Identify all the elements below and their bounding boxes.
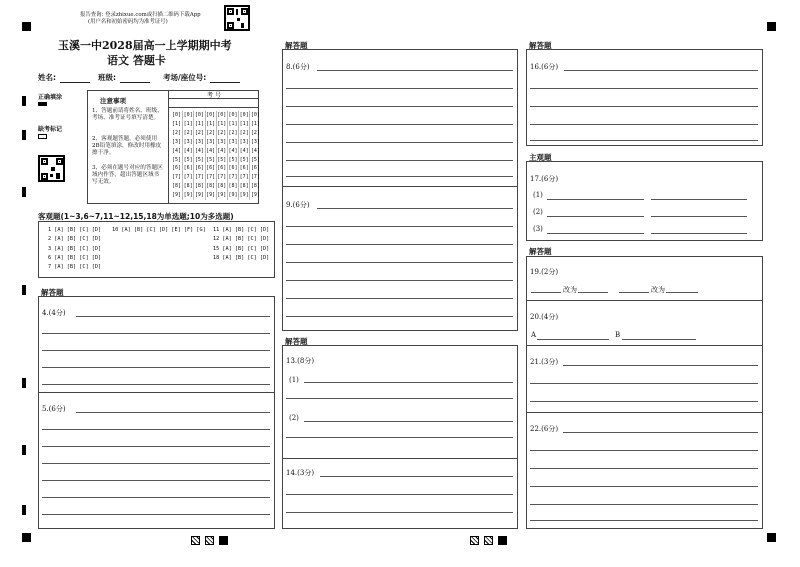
exam-id-bubble[interactable]: [9] xyxy=(239,192,249,199)
exam-id-bubble[interactable]: [6] xyxy=(239,165,249,172)
exam-id-bubble[interactable]: [5] xyxy=(217,156,227,163)
exam-id-bubble[interactable]: [4] xyxy=(194,147,204,154)
answer-line[interactable] xyxy=(286,106,513,107)
question-19-blank-3[interactable] xyxy=(619,292,649,293)
exam-id-digit-column[interactable] xyxy=(238,111,249,200)
answer-line[interactable] xyxy=(286,88,513,89)
answer-line[interactable] xyxy=(530,520,758,521)
bottom-mark xyxy=(219,536,228,545)
answer-panel-q17 xyxy=(526,161,763,241)
exam-id-bubble[interactable]: [0] xyxy=(239,112,249,118)
question-21-label: 21.(3分) xyxy=(530,358,559,366)
question-8-label: 8.(6分) xyxy=(286,63,310,71)
question-5-label: 5.(6分) xyxy=(42,405,66,413)
answer-section-title: 解答题 xyxy=(285,41,308,50)
answer-line[interactable] xyxy=(304,382,513,383)
exam-id-bubble[interactable]: [9] xyxy=(183,192,193,199)
answer-line[interactable] xyxy=(42,367,270,368)
exam-id-bubble[interactable]: [6] xyxy=(217,165,227,172)
exam-id-bubble[interactable]: [1] xyxy=(183,120,193,127)
answer-line[interactable] xyxy=(42,463,270,464)
answer-line[interactable] xyxy=(530,468,758,469)
answer-line[interactable] xyxy=(320,476,513,477)
exam-id-bubble[interactable]: [0] xyxy=(194,112,204,118)
question-20-a-blank[interactable] xyxy=(537,339,609,340)
exam-id-bubble[interactable]: [7] xyxy=(239,174,249,181)
answer-line[interactable] xyxy=(286,244,513,245)
exam-id-bubble[interactable]: [4] xyxy=(217,147,227,154)
exam-id-bubble[interactable]: [7] xyxy=(250,174,260,181)
divider xyxy=(526,412,763,413)
exam-id-bubble[interactable]: [9] xyxy=(228,192,238,199)
answer-line[interactable] xyxy=(651,216,747,217)
answer-line[interactable] xyxy=(286,160,513,161)
card-subtitle: 语文 答题卡 xyxy=(107,54,166,67)
answer-line[interactable] xyxy=(564,70,758,71)
exam-id-bubble[interactable]: [2] xyxy=(171,129,182,136)
exam-id-bubble[interactable]: [9] xyxy=(194,192,204,199)
student-qr-code xyxy=(38,155,65,182)
answer-line[interactable] xyxy=(563,365,758,366)
question-17-part1-label: (1) xyxy=(533,191,543,199)
answer-line[interactable] xyxy=(547,233,644,234)
divider xyxy=(282,458,518,459)
answer-line[interactable] xyxy=(530,450,758,451)
answer-line[interactable] xyxy=(530,383,758,384)
exam-id-bubble[interactable]: [2] xyxy=(250,129,260,136)
question-19-change-label-1: 改为 xyxy=(563,286,577,294)
exam-id-bubble[interactable]: [1] xyxy=(206,120,216,127)
timing-mark xyxy=(22,285,26,295)
answer-line[interactable] xyxy=(286,316,513,317)
notes-item-3: 3、必须在题号对应的答题区域内作答，超出答题区域书写无效。 xyxy=(92,165,163,186)
correct-fill-sample xyxy=(38,102,47,106)
question-22-label: 22.(6分) xyxy=(530,425,559,433)
exam-id-bubble[interactable]: [8] xyxy=(206,183,216,190)
answer-line[interactable] xyxy=(530,486,758,487)
exam-id-bubble[interactable]: [2] xyxy=(239,129,249,136)
answer-line[interactable] xyxy=(286,142,513,143)
corner-mark-bottom-left xyxy=(22,533,31,542)
exam-id-bubble[interactable]: [8] xyxy=(228,183,238,190)
timing-mark xyxy=(22,505,26,515)
class-label: 班级: xyxy=(98,73,116,82)
exam-id-bubble[interactable]: [1] xyxy=(250,120,260,127)
answer-line[interactable] xyxy=(530,140,758,141)
exam-id-digit-column[interactable] xyxy=(205,111,216,200)
corner-mark-top-left xyxy=(22,22,31,31)
notes-item-2: 2、客观题答题，必须使用2B铅笔填涂，修改时用橡皮擦干净。 xyxy=(92,136,162,157)
answer-line[interactable] xyxy=(286,124,513,125)
answer-line[interactable] xyxy=(286,262,513,263)
exam-id-bubble[interactable]: [0] xyxy=(183,112,193,118)
class-field[interactable] xyxy=(98,72,150,83)
exam-id-bubble[interactable]: [3] xyxy=(228,138,238,145)
answer-line[interactable] xyxy=(304,421,513,422)
answer-line[interactable] xyxy=(42,384,270,385)
exam-id-bubble[interactable]: [3] xyxy=(217,138,227,145)
exam-id-bubble[interactable]: [0] xyxy=(217,112,227,118)
answer-line[interactable] xyxy=(286,494,513,495)
exam-id-grid xyxy=(168,90,259,204)
exam-id-bubble[interactable]: [9] xyxy=(217,192,227,199)
exam-id-bubble[interactable]: [4] xyxy=(206,147,216,154)
exam-id-bubble[interactable]: [1] xyxy=(217,120,227,127)
name-label: 姓名: xyxy=(38,73,56,82)
exam-id-bubble[interactable]: [3] xyxy=(171,138,182,145)
notes-item-1: 1、答题前请将姓名、班级、考场、准考证号填写清楚。 xyxy=(92,108,163,122)
name-field[interactable] xyxy=(38,72,90,83)
exam-id-bubble[interactable]: [7] xyxy=(206,174,216,181)
answer-line[interactable] xyxy=(651,199,747,200)
exam-id-bubble[interactable]: [6] xyxy=(183,165,193,172)
exam-id-bubble[interactable]: [5] xyxy=(250,156,260,163)
mc-question-row[interactable]: 10 [A] [B] [C] [D] [E] [F] [G] xyxy=(112,227,206,233)
answer-line[interactable] xyxy=(286,512,513,513)
question-14-label: 14.(3分) xyxy=(286,469,315,477)
timing-mark xyxy=(22,130,26,140)
answer-line[interactable] xyxy=(547,216,644,217)
exam-id-bubble[interactable]: [8] xyxy=(217,183,227,190)
question-17-part3-label: (3) xyxy=(533,225,543,233)
exam-id-digit-column[interactable] xyxy=(182,111,193,200)
answer-line[interactable] xyxy=(530,106,758,107)
answer-line[interactable] xyxy=(563,432,758,433)
exam-id-bubble[interactable]: [2] xyxy=(194,129,204,136)
timing-mark xyxy=(22,96,26,106)
correct-fill-label: 正确填涂 xyxy=(38,94,63,101)
exam-id-bubble[interactable]: [7] xyxy=(171,174,182,181)
question-4-label: 4.(4分) xyxy=(42,309,66,317)
answer-line[interactable] xyxy=(286,176,513,177)
exam-id-bubble[interactable]: [4] xyxy=(239,147,249,154)
question-13-label: 13.(8分) xyxy=(286,357,315,365)
exam-id-bubble[interactable]: [7] xyxy=(217,174,227,181)
exam-id-bubble[interactable]: [6] xyxy=(206,165,216,172)
exam-id-bubble[interactable]: [5] xyxy=(239,156,249,163)
exam-id-bubble[interactable]: [0] xyxy=(171,112,182,118)
bottom-hatch-mark xyxy=(470,536,479,545)
question-13-part2-label: (2) xyxy=(289,414,299,422)
exam-id-bubble[interactable]: [1] xyxy=(194,120,204,127)
exam-id-bubble[interactable]: [4] xyxy=(183,147,193,154)
answer-line[interactable] xyxy=(286,437,513,438)
answer-line[interactable] xyxy=(42,497,270,498)
exam-id-bubble[interactable]: [5] xyxy=(228,156,238,163)
answer-line[interactable] xyxy=(42,514,270,515)
bottom-hatch-mark xyxy=(484,536,493,545)
divider xyxy=(282,186,518,187)
answer-line[interactable] xyxy=(530,88,758,89)
exam-id-bubble[interactable]: [4] xyxy=(171,147,182,154)
exam-id-bubble[interactable]: [3] xyxy=(183,138,193,145)
corner-mark-bottom-right xyxy=(767,533,776,542)
divider xyxy=(38,392,275,393)
exam-id-digit-column[interactable] xyxy=(249,111,260,200)
answer-line[interactable] xyxy=(286,226,513,227)
exam-id-bubble[interactable]: [1] xyxy=(171,120,182,127)
answer-line[interactable] xyxy=(547,199,644,200)
answer-line[interactable] xyxy=(530,504,758,505)
answer-line[interactable] xyxy=(286,280,513,281)
mc-question-row[interactable]: 12 [A] [B] [C] [D] xyxy=(213,236,270,243)
room-seat-label: 考场/座位号: xyxy=(163,73,207,82)
exam-id-digit-column[interactable] xyxy=(193,111,204,200)
answer-line[interactable] xyxy=(76,316,270,317)
exam-id-bubble[interactable]: [0] xyxy=(206,112,216,118)
mc-question-row[interactable]: 15 [A] [B] [C] [D] xyxy=(213,245,270,252)
exam-id-bubble[interactable]: [1] xyxy=(228,120,238,127)
exam-id-bubble[interactable]: [5] xyxy=(171,156,182,163)
absent-mark-label: 缺考标记 xyxy=(38,126,63,133)
exam-id-bubble[interactable]: [3] xyxy=(194,138,204,145)
question-19-label: 19.(2分) xyxy=(530,268,559,276)
exam-id-bubble[interactable]: [6] xyxy=(250,165,260,172)
question-13-part1-label: (1) xyxy=(289,376,299,384)
question-19-blank-1[interactable] xyxy=(531,292,561,293)
divider xyxy=(526,345,763,346)
answer-section-title: 解答题 xyxy=(285,337,308,346)
question-19-blank-4[interactable] xyxy=(666,292,698,293)
exam-id-bubble[interactable]: [0] xyxy=(228,112,238,118)
answer-section-title: 解答题 xyxy=(529,41,552,50)
mc-question-row[interactable]: 11 [A] [B] [C] [D] xyxy=(213,227,270,233)
exam-id-bubble[interactable]: [9] xyxy=(250,192,260,199)
mc-question-row[interactable]: 18 [A] [B] [C] [D] xyxy=(213,254,270,261)
corner-mark-top-right xyxy=(767,22,776,31)
exam-id-bubble[interactable]: [6] xyxy=(171,165,182,172)
answer-panel-q16 xyxy=(526,49,763,146)
exam-id-bubble[interactable]: [8] xyxy=(194,183,204,190)
mc-question-row[interactable]: 1 [A] [B] [C] [D] xyxy=(48,227,102,233)
answer-line[interactable] xyxy=(42,350,270,351)
answer-line[interactable] xyxy=(286,398,513,399)
exam-id-bubble[interactable]: [4] xyxy=(250,147,260,154)
exam-id-digit-column[interactable] xyxy=(216,111,227,200)
timing-mark xyxy=(22,445,26,455)
exam-id-bubble[interactable]: [2] xyxy=(183,129,193,136)
exam-id-bubble[interactable]: [9] xyxy=(171,192,182,199)
exam-id-digit-column[interactable] xyxy=(227,111,238,200)
exam-id-bubble[interactable]: [4] xyxy=(228,147,238,154)
mc-question-row[interactable]: 2 [A] [B] [C] [D] xyxy=(48,236,102,243)
exam-id-bubble[interactable]: [7] xyxy=(183,174,193,181)
app-qr-code xyxy=(224,5,250,31)
question-16-label: 16.(6分) xyxy=(530,63,559,71)
exam-id-bubble[interactable]: [6] xyxy=(194,165,204,172)
question-20-a-label: A xyxy=(531,331,537,339)
answer-line[interactable] xyxy=(530,401,758,402)
question-20-b-blank[interactable] xyxy=(622,339,696,340)
exam-id-bubble[interactable]: [5] xyxy=(194,156,204,163)
question-20-label: 20.(4分) xyxy=(530,313,559,321)
answer-section-title: 解答题 xyxy=(529,247,552,256)
answer-line[interactable] xyxy=(76,412,270,413)
exam-id-bubble[interactable]: [9] xyxy=(206,192,216,199)
question-17-label: 17.(6分) xyxy=(530,175,559,183)
mc-question-row[interactable]: 3 [A] [B] [C] [D] xyxy=(48,245,102,252)
answer-line[interactable] xyxy=(317,70,513,71)
exam-id-header: 考 号 xyxy=(169,90,259,99)
answer-line[interactable] xyxy=(286,298,513,299)
exam-id-bubble[interactable]: [7] xyxy=(194,174,204,181)
exam-id-bubble[interactable]: [7] xyxy=(228,174,238,181)
exam-id-bubble[interactable]: [3] xyxy=(239,138,249,145)
notes-title: 注意事项 xyxy=(100,97,126,105)
timing-mark xyxy=(22,378,26,388)
exam-id-bubble[interactable]: [8] xyxy=(239,183,249,190)
answer-panel-q19-q22 xyxy=(526,256,763,529)
answer-section-title: 解答题 xyxy=(41,288,64,297)
answer-line[interactable] xyxy=(651,233,747,234)
exam-id-bubble[interactable]: [6] xyxy=(228,165,238,172)
question-20-b-label: B xyxy=(615,331,621,339)
exam-id-bubble[interactable]: [2] xyxy=(217,129,227,136)
timing-mark xyxy=(22,187,26,197)
objective-section-title: 客观题(1~3,6~7,11~12,15,18为单选题;10为多选题) xyxy=(38,212,234,221)
exam-id-bubble[interactable]: [8] xyxy=(171,183,182,190)
exam-id-bubble[interactable]: [5] xyxy=(206,156,216,163)
answer-line[interactable] xyxy=(317,208,513,209)
answer-line[interactable] xyxy=(42,429,270,430)
answer-line[interactable] xyxy=(42,333,270,334)
mc-question-row[interactable]: 6 [A] [B] [C] [D] xyxy=(48,254,102,261)
absent-mark-box[interactable] xyxy=(38,134,47,139)
divider xyxy=(526,300,763,301)
exam-id-bubble[interactable]: [2] xyxy=(206,129,216,136)
question-19-blank-2[interactable] xyxy=(578,292,608,293)
report-notice-line1: 报告查询: 登录zhixue.com或扫描二维码下载App xyxy=(80,12,201,18)
bottom-hatch-mark xyxy=(205,536,214,545)
answer-line[interactable] xyxy=(530,124,758,125)
answer-line[interactable] xyxy=(42,480,270,481)
exam-id-bubble[interactable]: [1] xyxy=(239,120,249,127)
bottom-hatch-mark xyxy=(191,536,200,545)
exam-id-bubble[interactable]: [2] xyxy=(228,129,238,136)
question-17-part2-label: (2) xyxy=(533,208,543,216)
exam-id-bubble[interactable]: [8] xyxy=(250,183,260,190)
answer-panel-q8-q9 xyxy=(282,49,518,331)
mc-question-row[interactable]: 7 [A] [B] [C] [D] xyxy=(48,264,102,271)
exam-id-bubble[interactable]: [5] xyxy=(183,156,193,163)
exam-id-bubble[interactable]: [3] xyxy=(250,138,260,145)
exam-title: 玉溪一中2028届高一上学期期中考 xyxy=(58,39,232,52)
question-19-change-label-2: 改为 xyxy=(651,286,665,294)
exam-id-bubble[interactable]: [3] xyxy=(206,138,216,145)
question-9-label: 9.(6分) xyxy=(286,201,310,209)
subjective-section-title: 主观题 xyxy=(529,153,552,162)
exam-id-digit-column[interactable] xyxy=(171,111,182,200)
report-notice-line2: (用户名和初始密码均为准考证号) xyxy=(88,19,168,25)
exam-id-bubble[interactable]: [0] xyxy=(250,112,260,118)
bottom-mark xyxy=(498,536,507,545)
room-seat-field[interactable] xyxy=(163,72,240,83)
exam-id-bubble[interactable]: [8] xyxy=(183,183,193,190)
answer-line[interactable] xyxy=(42,446,270,447)
